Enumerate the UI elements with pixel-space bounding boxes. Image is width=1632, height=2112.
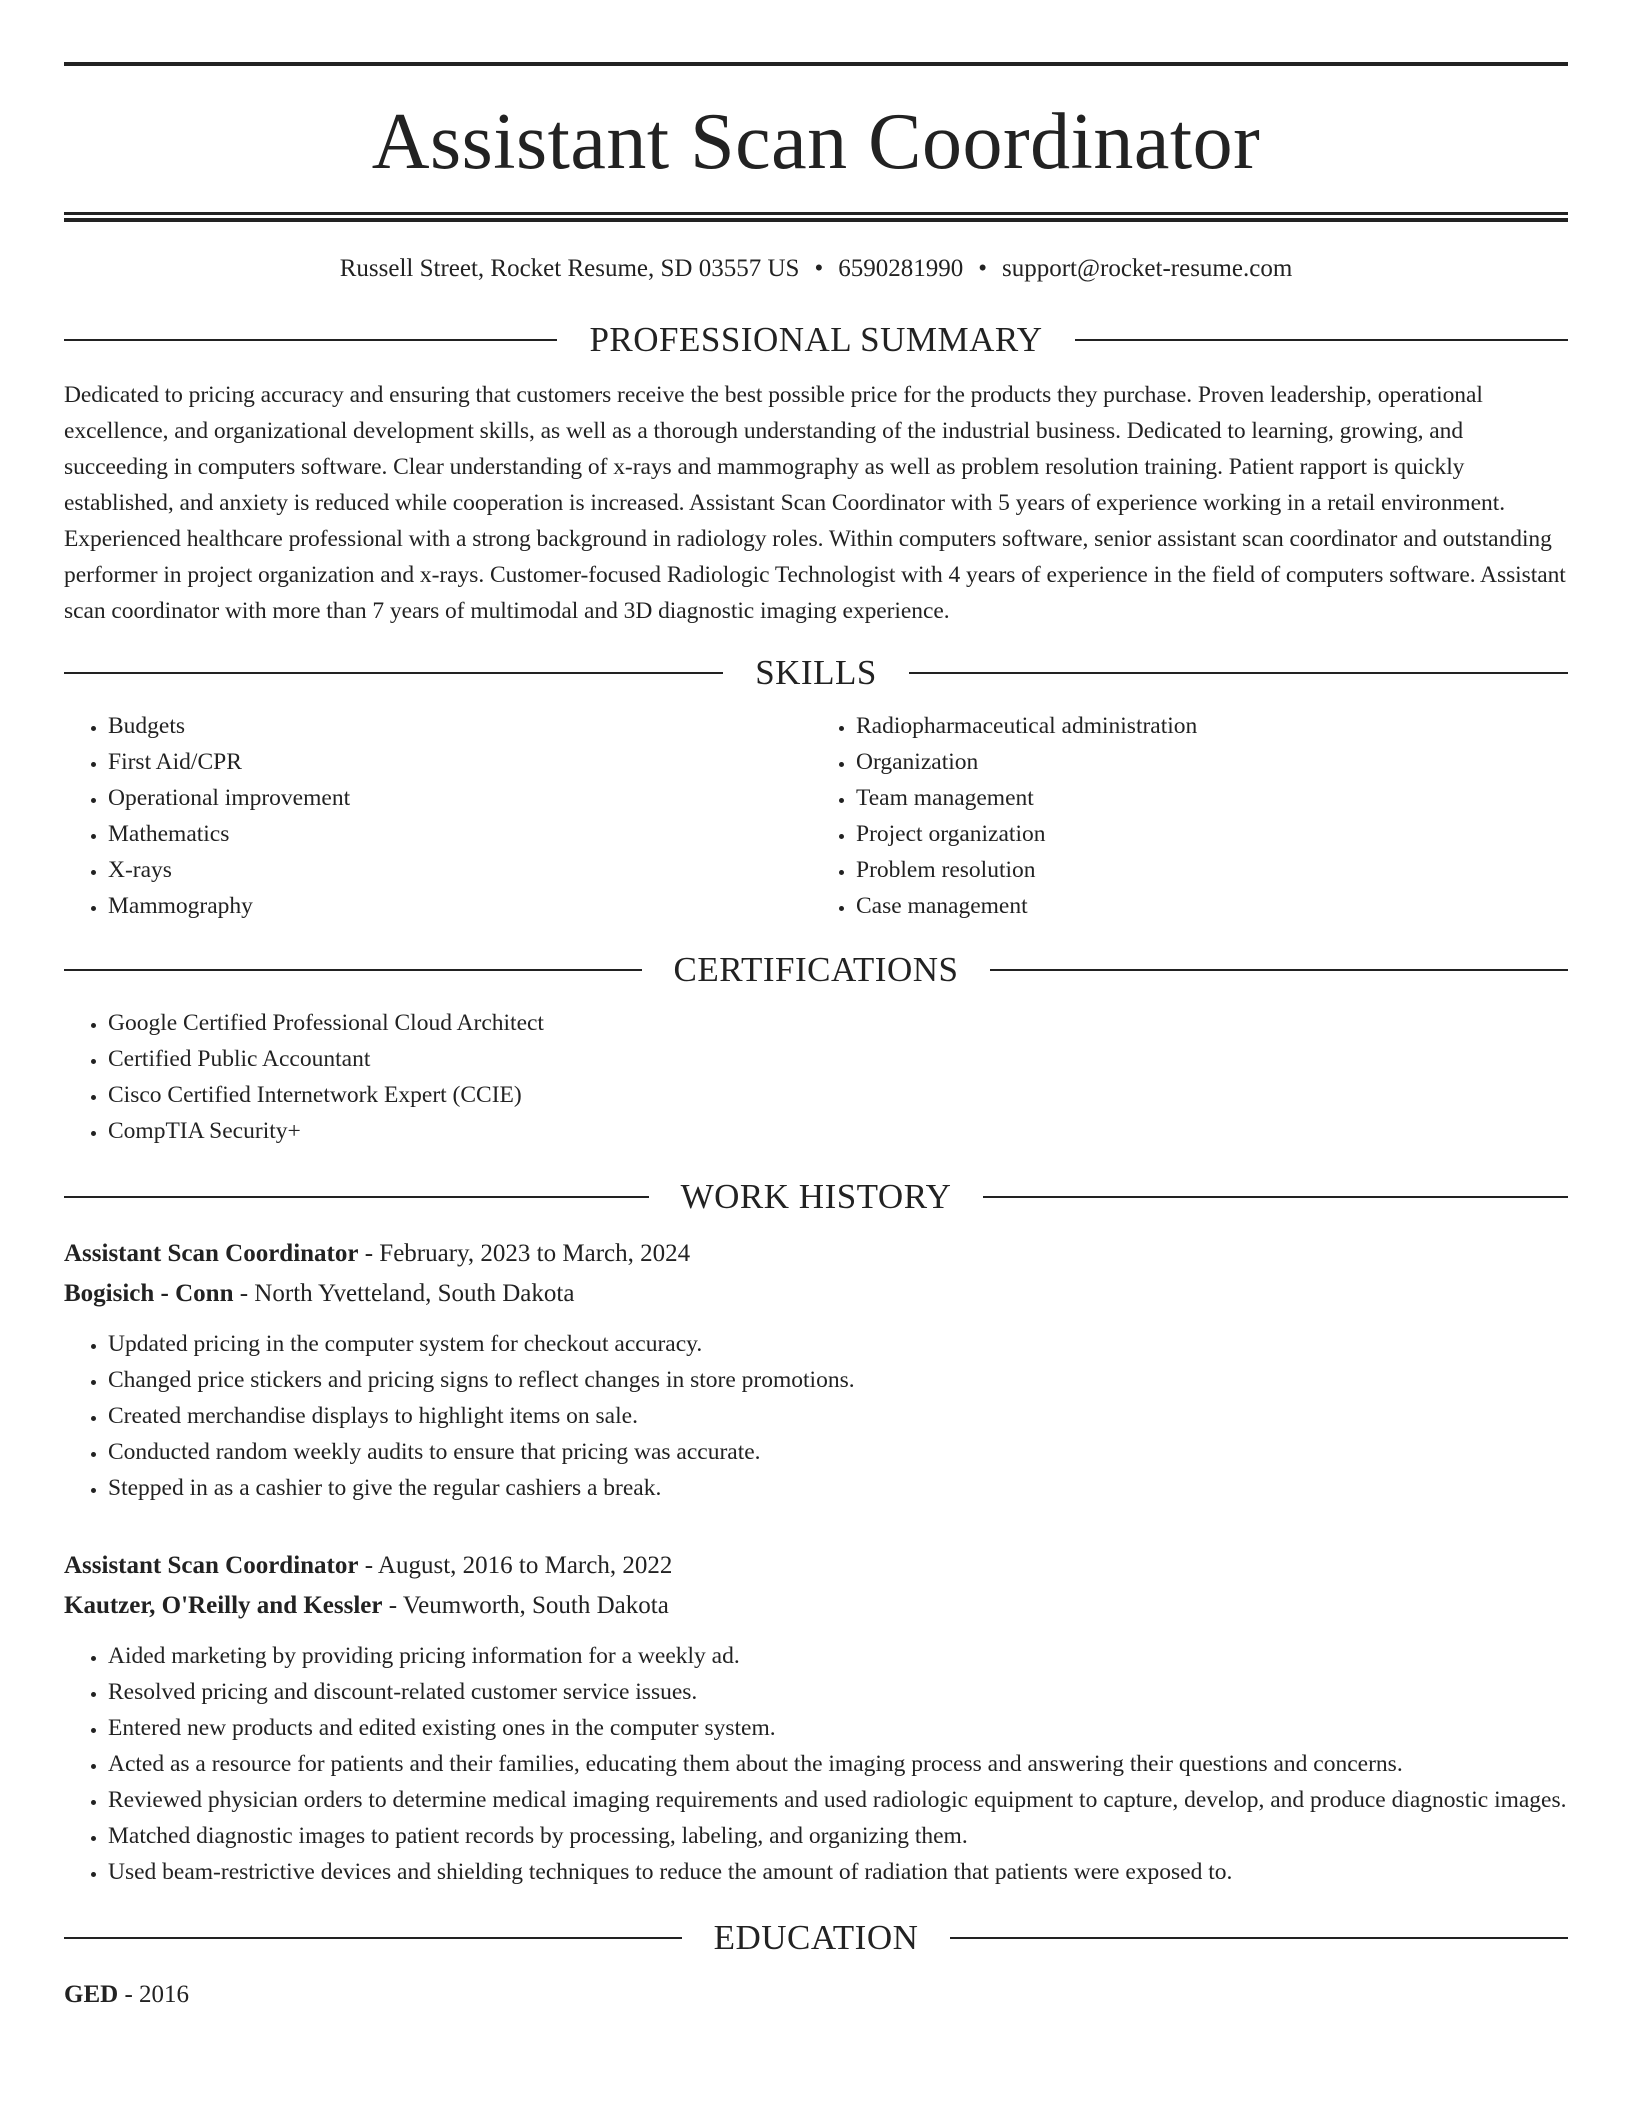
job-bullet: • Changed price stickers and pricing signs to reflect changes in store promotions. (108, 1362, 1568, 1398)
job-bullets (64, 1326, 1568, 1506)
certification-item: • CompTIA Security+ (108, 1113, 1568, 1149)
skill-item: • First Aid/CPR (108, 744, 816, 780)
section-heading-skills (64, 655, 1568, 690)
contact-address: Russell Street, Rocket Resume, SD 03557 US (339, 255, 800, 282)
skill-item: • Operational improvement (108, 780, 816, 816)
job-bullet: • Acted as a resource for patients and their families, educating them about the imaging process and answering their questions and concerns. (108, 1746, 1568, 1782)
job-bullet: • Entered new products and edited existing ones in the computer system. (108, 1710, 1568, 1746)
job-bullet: • Aided marketing by providing pricing information for a weekly ad. (108, 1638, 1568, 1674)
skills-column-left (64, 708, 816, 924)
contact-separator: • (978, 255, 987, 282)
job-title: Assistant Scan Coordinator (64, 1240, 359, 1267)
section-title: SKILLS (755, 653, 877, 692)
heading-rule (64, 969, 642, 971)
section-title: CERTIFICATIONS (673, 950, 959, 989)
education-entry (64, 1975, 1568, 2015)
job-company-line (64, 1274, 1568, 1314)
contact-email: support@rocket-resume.com (1001, 255, 1293, 282)
job-location: - North Yvetteland, South Dakota (233, 1280, 575, 1307)
contact-separator: • (814, 255, 824, 282)
skill-item: • Case management (856, 888, 1568, 924)
job-title: Assistant Scan Coordinator (64, 1552, 359, 1579)
job-title-line (64, 1546, 1568, 1586)
job-dates: - February, 2023 to March, 2024 (358, 1240, 691, 1267)
skill-item: • Project organization (856, 816, 1568, 852)
job-bullet: • Reviewed physician orders to determine medical imaging requirements and used radiologic equipment to capture, develop, and produce diagnostic images. (108, 1782, 1568, 1818)
skill-item: • Budgets (108, 708, 816, 744)
certification-item: • Cisco Certified Internetwork Expert (CCIE) (108, 1077, 1568, 1113)
skill-item: • Radiopharmaceutical administration (856, 708, 1568, 744)
skills-list (64, 708, 1568, 924)
job-company-line (64, 1586, 1568, 1626)
job-bullet: • Resolved pricing and discount-related customer service issues. (108, 1674, 1568, 1710)
job-entry (64, 1546, 1568, 1890)
contact-phone: 6590281990 (838, 255, 964, 282)
skills-column-right (816, 708, 1568, 924)
section-title: PROFESSIONAL SUMMARY (589, 320, 1043, 359)
skill-item: • Team management (856, 780, 1568, 816)
job-entry (64, 1234, 1568, 1506)
certification-item: • Certified Public Accountant (108, 1041, 1568, 1077)
job-bullet: • Conducted random weekly audits to ensure that pricing was accurate. (108, 1434, 1568, 1470)
job-title-line (64, 1234, 1568, 1274)
section-title: EDUCATION (713, 1918, 919, 1957)
job-bullet: • Matched diagnostic images to patient records by processing, labeling, and organizing them. (108, 1818, 1568, 1854)
contact-line (64, 254, 1568, 284)
heading-rule (950, 1937, 1568, 1939)
job-company: Bogisich - Conn (64, 1280, 234, 1307)
job-dates: - August, 2016 to March, 2022 (358, 1552, 673, 1579)
job-bullets (64, 1638, 1568, 1890)
job-bullet: • Created merchandise displays to highlight items on sale. (108, 1398, 1568, 1434)
heading-rule (990, 969, 1568, 971)
education-year: - 2016 (118, 1981, 190, 2008)
section-heading-summary (64, 322, 1568, 357)
section-heading-certifications (64, 952, 1568, 987)
top-rule (64, 62, 1568, 66)
heading-rule (909, 672, 1568, 674)
name-double-rule (64, 212, 1568, 222)
summary-text: Dedicated to pricing accuracy and ensuring that customers receive the best possible price for the products they purchase. Proven leadership, operational excellence, and organizational development skills, as well as a thorough understanding of the industrial business. Dedicated to learning, growing, and succeeding in computers software. Clear understanding of x-rays and mammography as well as problem resolution training. Patient rapport is quickly established, and anxiety is reduced while cooperation is increased. Assistant Scan Coordinator with 5 years of experience working in a retail environment. Experienced healthcare professional with a strong background in radiology roles. Within computers software, senior assistant scan coordinator and outstanding performer in project organization and x-rays. Customer-focused Radiologic Technologist with 4 years of experience in the field of computers software. Assistant scan coordinator with more than 7 years of multimodal and 3D diagnostic imaging experience. (64, 382, 1566, 624)
job-bullet: • Used beam-restrictive devices and shielding techniques to reduce the amount of radiation that patients were exposed to. (108, 1854, 1568, 1890)
job-bullet: • Updated pricing in the computer system for checkout accuracy. (108, 1326, 1568, 1362)
heading-rule (64, 1937, 682, 1939)
section-heading-work-history (64, 1179, 1568, 1214)
certifications-list (64, 1005, 1568, 1149)
heading-rule (64, 1196, 649, 1198)
education-degree: GED (64, 1981, 119, 2008)
candidate-name: Assistant Scan Coordinator (371, 98, 1261, 186)
section-title: WORK HISTORY (680, 1177, 952, 1216)
job-bullet: • Stepped in as a cashier to give the regular cashiers a break. (108, 1470, 1568, 1506)
skill-item: • Problem resolution (856, 852, 1568, 888)
skill-item: • X-rays (108, 852, 816, 888)
skill-item: • Mathematics (108, 816, 816, 852)
heading-rule (64, 339, 557, 341)
job-company: Kautzer, O'Reilly and Kessler (64, 1592, 383, 1619)
skill-item: • Organization (856, 744, 1568, 780)
heading-rule (983, 1196, 1568, 1198)
section-heading-education (64, 1920, 1568, 1955)
job-location: - Veumworth, South Dakota (382, 1592, 669, 1619)
skill-item: • Mammography (108, 888, 816, 924)
heading-rule (1075, 339, 1568, 341)
certification-item: • Google Certified Professional Cloud Architect (108, 1005, 1568, 1041)
heading-rule (64, 672, 723, 674)
